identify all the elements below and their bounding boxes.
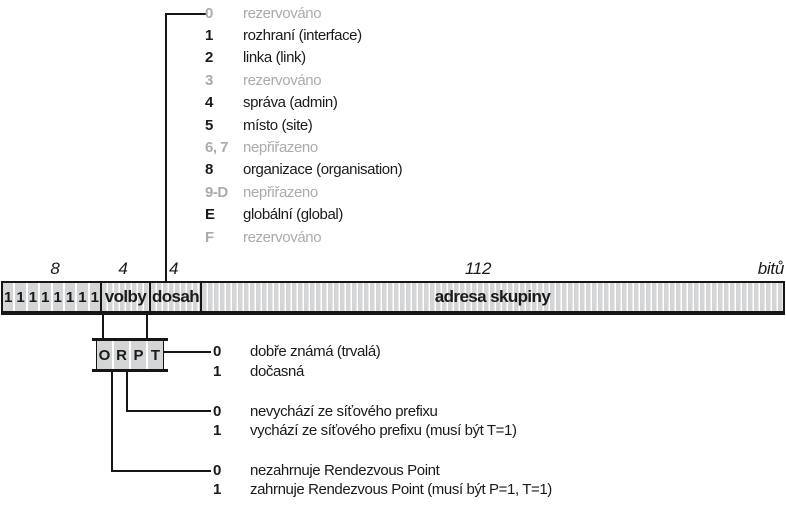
- bit-width-label-scope: 4: [169, 259, 179, 278]
- scope-item-label: nepřiřazeno: [243, 138, 318, 156]
- scope-item-code: 5: [205, 116, 213, 134]
- t-flag-row-0: [213, 341, 773, 361]
- prefix-bit: 1: [15, 283, 27, 311]
- scope-item-code: 2: [205, 49, 213, 67]
- scope-item-label: správa (admin): [243, 94, 338, 112]
- field-group-address: adresa skupiny: [200, 283, 783, 311]
- prefix-bit: 1: [77, 283, 89, 311]
- scope-item-label: globální (global): [243, 206, 343, 224]
- scope-item-label: rezervováno: [243, 4, 322, 22]
- bit-width-label-prefix: 8: [50, 259, 60, 278]
- t-flag-connector-line: [164, 351, 211, 353]
- p-flag-row-0: [213, 401, 773, 421]
- field-options: volby: [100, 283, 149, 311]
- flags-cells: [96, 341, 164, 369]
- flag-value: 0: [213, 402, 222, 420]
- scope-connector-horizontal-line: [165, 13, 207, 15]
- scope-item-code: 4: [205, 94, 213, 112]
- field-scope: dosah: [149, 283, 200, 311]
- scope-item-code: 0: [205, 4, 213, 22]
- r-flag-connector-vertical-line: [111, 372, 113, 472]
- flag-value: 1: [213, 480, 222, 498]
- p-flag-connector-horizontal-line: [126, 410, 211, 412]
- scope-item-label: linka (link): [243, 49, 306, 67]
- scope-list-item: [205, 24, 625, 46]
- scope-item-code: F: [205, 228, 214, 246]
- scope-item-label: rezervováno: [243, 71, 322, 89]
- scope-list-item: [205, 47, 625, 69]
- p-flag-connector-vertical-line: [126, 372, 128, 412]
- flag-value: 0: [213, 342, 222, 360]
- flag-description: nevychází ze síťového prefixu: [250, 402, 438, 420]
- prefix-bit: 1: [65, 283, 77, 311]
- flags-box-bottom-bar: [92, 369, 168, 372]
- scope-list-item: [205, 114, 625, 136]
- r-flag-row-0: [213, 460, 773, 480]
- scope-connector-vertical-line: [165, 13, 167, 283]
- scope-item-label: rezervováno: [243, 228, 322, 246]
- scope-list-item: [205, 204, 625, 226]
- options-connector-right-line: [146, 315, 148, 338]
- options-connector-left-line: [102, 315, 104, 338]
- scope-item-label: nepřiřazeno: [243, 183, 318, 201]
- bit-width-label-group: 112: [464, 259, 492, 278]
- scope-list-item: [205, 159, 625, 181]
- scope-item-code: 3: [205, 71, 213, 89]
- flag-cell-R: R: [114, 341, 131, 369]
- scope-list-item: [205, 136, 625, 158]
- scope-item-code: 8: [205, 161, 213, 179]
- p-flag-row-1: [213, 420, 773, 440]
- prefix-bit: 1: [28, 283, 40, 311]
- flag-description: nezahrnuje Rendezvous Point: [250, 461, 440, 479]
- r-flag-row-1: [213, 479, 773, 499]
- scope-item-label: rozhraní (interface): [243, 26, 362, 44]
- flag-value: 1: [213, 421, 222, 439]
- scope-list-item: [205, 92, 625, 114]
- flag-cell-P: P: [131, 341, 148, 369]
- flags-box: [92, 338, 168, 372]
- flag-description: dočasná: [250, 362, 304, 380]
- flag-description: dobře známá (trvalá): [250, 342, 381, 360]
- t-flag-row-1: [213, 361, 773, 381]
- scope-list-item: [205, 226, 625, 248]
- prefix-bit: 1: [40, 283, 52, 311]
- scope-list-item: [205, 181, 625, 203]
- prefix-bit: 1: [53, 283, 65, 311]
- scope-list-item: [205, 2, 625, 24]
- bit-field-bar: [1, 281, 785, 315]
- flag-description: zahrnuje Rendezvous Point (musí být P=1, T=1): [250, 480, 552, 498]
- field-prefix-ones: [3, 283, 100, 311]
- prefix-bit: 1: [90, 288, 99, 306]
- scope-item-code: 6, 7: [205, 138, 229, 156]
- flag-cell-O: O: [97, 341, 114, 369]
- scope-item-label: místo (site): [243, 116, 313, 134]
- scope-item-code: 9-D: [205, 183, 228, 201]
- bit-width-label-options: 4: [118, 259, 128, 278]
- scope-item-label: organizace (organisation): [243, 161, 403, 179]
- scope-item-code: 1: [205, 26, 213, 44]
- flag-cell-T: T: [150, 346, 161, 364]
- flag-value: 0: [213, 461, 222, 479]
- bit-units-label: bitů: [757, 259, 784, 278]
- scope-item-code: E: [205, 206, 215, 224]
- r-flag-connector-horizontal-line: [111, 470, 211, 472]
- prefix-bit: 1: [3, 283, 15, 311]
- flag-value: 1: [213, 362, 222, 380]
- flag-description: vychází ze síťového prefixu (musí být T=1): [250, 421, 517, 439]
- scope-list-item: [205, 69, 625, 91]
